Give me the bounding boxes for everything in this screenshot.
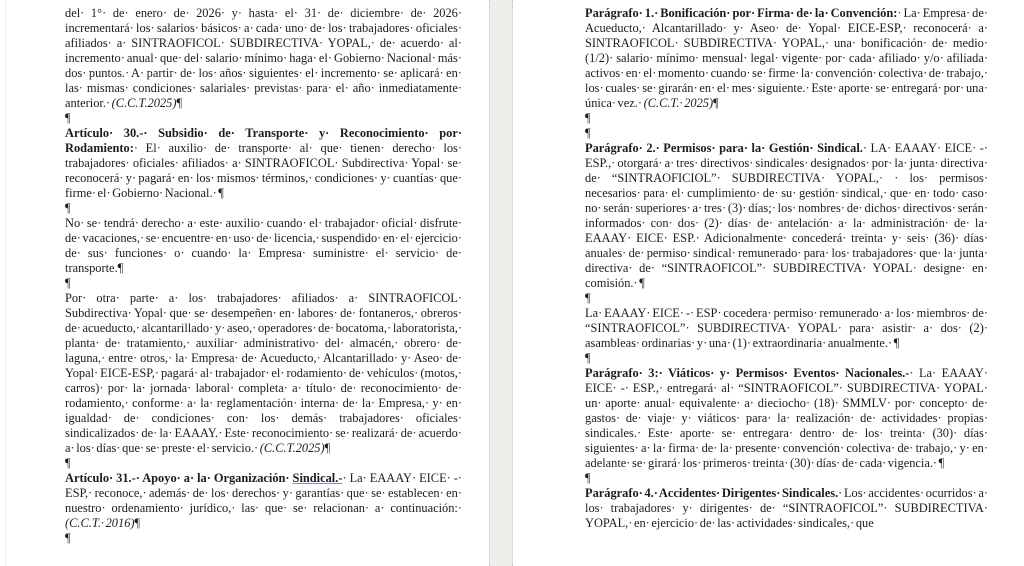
pilcrow-mark: ¶ [65, 201, 71, 215]
empty-paragraph [65, 201, 462, 216]
text-run: Parágrafo· 2.· Permisos· para· la· Gestión· Sindical. [585, 141, 863, 155]
empty-paragraph [65, 111, 462, 126]
text-run: Sindical.- [292, 471, 343, 485]
paragraph [65, 216, 462, 276]
pilcrow-mark: ¶ [65, 276, 71, 290]
empty-paragraph [585, 126, 988, 141]
pilcrow-mark: ¶ [585, 291, 591, 305]
empty-paragraph [585, 291, 988, 306]
page-right [513, 0, 1024, 566]
empty-paragraph [585, 471, 988, 486]
text-run: · La· Empresa· de· Acueducto,· Alcantarillado· y· Aseo· de· Yopal· EICE-ESP,· reconocerá· a· SINTRAOFICOL· SUBDIRECTIVA· YOPAL,· una· bonificación· de· medio· (1/2)· salario· mínimo· mensual· legal· vigente· por· cada· afiliado· y/o· afiliada· activos· en· el· momento· cuando· se· firme· la· convención· colectiva· de· trabajo,· los· cuales· se· girarán· en· el· mes· siguiente.· Este· aporte· se· entregará· por· una· única· vez.· [585, 6, 989, 110]
text-run: · La· EAAAY· EICE· -· ESP.,· entregará· al· “SINTRAOFICOL”· SUBDIRECTIVA· YOPAL· un· aporte· anual· equivalente· a· dieciocho· (18)· SMMLV· por· concepto· de· gastos· de· viaje· y· viáticos· para· la· realización· de· actividades· propias· sindicales.· Este· aporte· se· entregara· dentro· de· los· treinta· (30)· días· siguientes· a· la· firma· de· la· presente· convención· colectiva· de· trabajo,· y· en· adelante· se· girará· los· primeros· treinta· (30)· días· de· cada· vigencia.· [585, 366, 988, 470]
text-run: Parágrafo· 1.· Bonificación· por· Firma· de· la· Convención: [585, 6, 898, 20]
pilcrow-mark: ¶ [713, 96, 719, 110]
pilcrow-mark: ¶ [218, 186, 224, 200]
paragraph [585, 6, 988, 111]
page-left [0, 0, 489, 566]
empty-paragraph [65, 531, 462, 546]
text-run: · LA· EAAAY· EICE· -· ESP.,· otorgará· a· tres· directivos· sindicales· designados· por· la· junta· directiva· de· “SINTRAOFICIOL”· SUBDIRECTIVA· YOPAL,· · los· permisos· necesarios· para· el· cumplimiento· de· su· gestión· sindical,· que· en· todo· caso· no· serán· superiores· a· tres· (3)· días;· los· nombres· de· dichos· directivos· serán· informados· con· dos· (2)· días· de· antelación· a· la· administración· de· la· EAAAY· EICE· ESP.· Adicionalmente· concederá· treinta· y· seis· (36)· días· anuales· de· permiso· sindical· remunerado· para· los· trabajadores· que· la· junta· directiva· de· “SINTRAOFICOL”· SUBDIRECTIVA· YOPAL· designe· en· comisión.· [585, 141, 988, 290]
page-right-text-column [585, 0, 988, 531]
paragraph [65, 6, 462, 111]
pilcrow-mark: ¶ [134, 516, 141, 530]
pilcrow-mark: ¶ [65, 531, 71, 545]
pilcrow-mark: ¶ [893, 336, 900, 350]
pilcrow-mark: ¶ [938, 456, 945, 470]
pilcrow-mark: ¶ [585, 111, 591, 125]
text-run: Por· otra· parte· a· los· trabajadores· afiliados· a· SINTRAOFICOL· Subdirectiva· Yopal· que· se· desempeñen· en· labores· de· fontaneros,· obreros· de· acueducto,· alcantarillado· y· aseo,· operadores· de· bocatoma,· laboratorista,· planta· de· tratamiento,· auxiliar· administrativo· del· almacén,· obrero· de· laguna,· entre· otros,· la· Empresa· de· Acueducto,· Alcantarillado· y· Aseo· de· Yopal· EICE-ESP,· pagará· al· trabajador· el· rodamiento· de· vehículos· (motos,· carros)· por· la· jornada· laboral· completa· a· título· de· reconocimiento· de· rodamiento,· conforme· a· la· reglamentación· interna· de· la· Empresa,· y· en· igualdad· de· condiciones· con· los· demás· trabajadores· oficiales· sindicalizados· de· la· EAAAY.· Este· reconocimiento· se· realizará· de· acuerdo· a· los· días· que· se· preste· el· servicio.· [65, 291, 462, 455]
empty-paragraph [65, 276, 462, 291]
pilcrow-mark: ¶ [117, 261, 124, 275]
text-run: Artículo· 31.-· Apoyo· a· la· Organización· [65, 471, 293, 485]
pilcrow-mark: ¶ [585, 351, 591, 365]
page-gap-divider [489, 0, 513, 566]
text-run: (C.C.T.2025) [111, 96, 177, 110]
text-run: (C.C.T.· 2016) [65, 516, 135, 530]
paragraph [585, 141, 988, 291]
text-run: La· EAAAY· EICE· -· ESP· cocedera· permiso· remunerado· a· los· miembros· de· “SINTRAOFICOL”· SUBDIRECTIVA· YOPAL· para· asistir· a· dos· (2)· asambleas· ordinarias· y· una· (1)· extraordinaria· anualmente.· [585, 306, 988, 350]
text-run: No· se· tendrá· derecho· a· este· auxilio· cuando· el· trabajador· oficial· disfrute· de· vacaciones,· se· encuentre· en· uso· de· licencia,· suspendido· en· el· ejercicio· de· sus· funciones· o· cuando· la· Empresa· suministre· el· servicio· de· transporte. [65, 216, 462, 275]
text-run: (C.C.T.2025) [259, 441, 325, 455]
empty-paragraph [585, 351, 988, 366]
pilcrow-mark: ¶ [324, 441, 331, 455]
pilcrow-mark: ¶ [639, 276, 645, 290]
paragraph [585, 366, 988, 471]
paragraph [65, 471, 462, 531]
text-run: Parágrafo· 4.· Accidentes· Dirigentes· Sindicales. [585, 486, 839, 500]
text-run: · El· auxilio· de· transporte· al· que· tienen· derecho· los· trabajadores· oficiales· afiliados· a· SINTRAOFICOL· Subdirectiva· Yopal· se· reconocerá· y· pagará· en· los· mismos· términos,· condiciones· y· cuantías· que· firme· el· Gobierno· Nacional.· [65, 141, 462, 200]
paragraph [585, 306, 988, 351]
pilcrow-mark: ¶ [65, 456, 71, 470]
text-run: · La· EAAAY· EICE· -· ESP,· reconoce,· además· de· los· derechos· y· garantías· que· se· establecen· en· nuestro· ordenamiento· jurídico,· las· que· se· relacionan· a· continuación:· [65, 471, 462, 515]
text-run: (C.C.T.· 2025) [643, 96, 714, 110]
pilcrow-mark: ¶ [65, 111, 71, 125]
page-left-edge-line [5, 0, 6, 566]
paragraph [65, 291, 462, 456]
pilcrow-mark: ¶ [585, 126, 591, 140]
pilcrow-mark: ¶ [585, 471, 591, 485]
text-run: Parágrafo· 3:· Viáticos· y· Permisos· Eventos· Nacionales.- [585, 366, 910, 380]
paragraph [65, 126, 462, 201]
text-run: Artículo· 30.-· Subsidio· de· Transporte· y· Reconocimiento· por· Rodamiento: [65, 126, 462, 155]
empty-paragraph [585, 111, 988, 126]
page-left-text-column [65, 0, 462, 546]
pilcrow-mark: ¶ [176, 96, 183, 110]
empty-paragraph [65, 456, 462, 471]
paragraph [585, 486, 988, 531]
text-run: · Los· accidentes· ocurridos· a· los· trabajadores· y· dirigentes· de· “SINTRAOFICOL”· SUBDIRECTIVA· YOPAL,· en· ejercicio· de· las· actividades· sindicales,· que [585, 486, 988, 530]
text-run: del· 1°· de· enero· de· 2026· y· hasta· el· 31· de· diciembre· de· 2026· incrementará· los· salarios· básicos· a· cada· uno· de· los· trabajadores· oficiales· afiliados· a· SINTRAOFICOL· SUBDIRECTIVA· YOPAL,· de· acuerdo· al· incremento· anual· que· del· salario· mínimo· haga· el· Gobierno· Nacional· más· dos· puntos.· A· partir· de· los· años· siguientes· el· incremento· se· aplicará· en· las· mismas· condiciones· salariales· previstas· para· el· año· inmediatamente· anterior.· [65, 6, 462, 110]
